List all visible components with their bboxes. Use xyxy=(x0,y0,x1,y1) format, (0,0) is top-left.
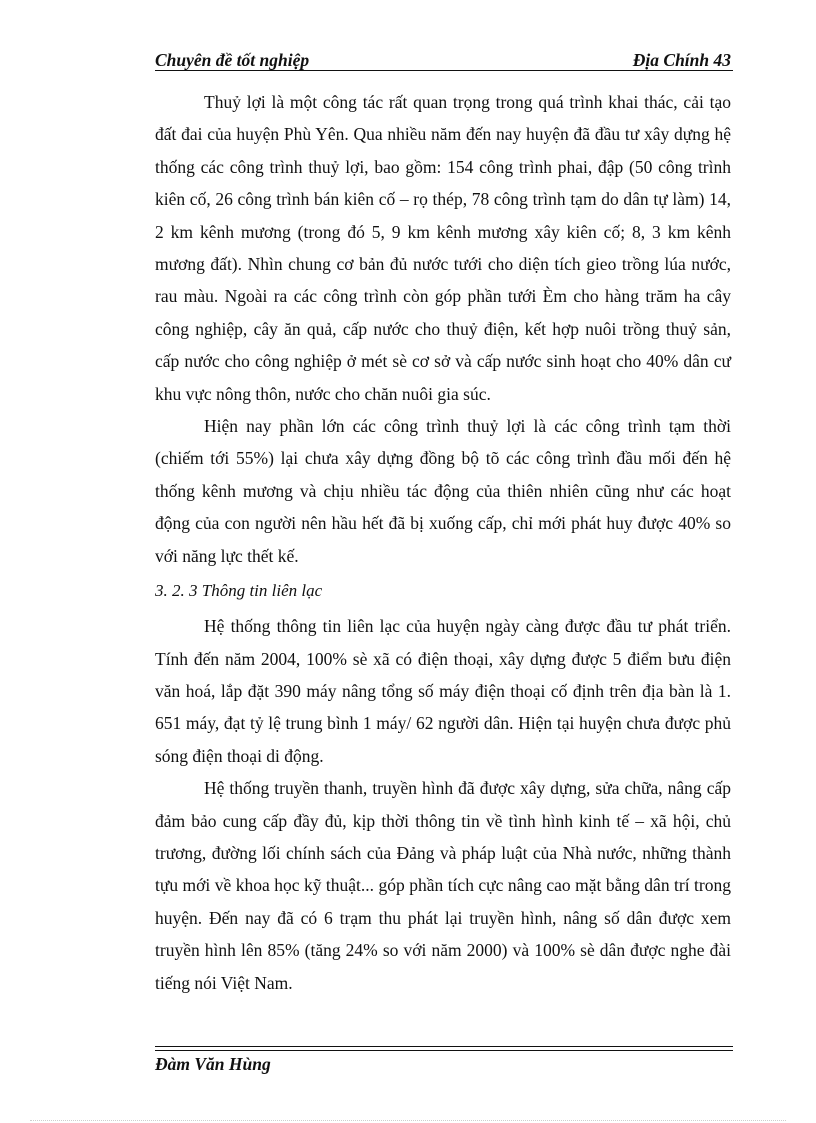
header-department: Địa Chính 43 xyxy=(632,50,731,70)
paragraph-communications: Hệ thống thông tin liên lạc của huyện ngày càng được đầu tư phát triển. Tính đến năm 2004, 100% sè xã có điện thoại, xây dựng được 5 điểm bưu điện văn hoá, lắp đặt 390 máy nâng tổng số máy điện thoại cố định trên địa bàn là 1. 651 máy, đạt tỷ lệ trung bình 1 máy/ 62 người dân. Hiện tại huyện chưa được phủ sóng điện thoại di động. xyxy=(155,616,731,766)
paragraph-irrigation-status: Hiện nay phần lớn các công trình thuỷ lợi là các công trình tạm thời (chiếm tới 55%) lại chưa xây dựng đồng bộ tõ các công trình đầu mối đến hệ thống kênh mương và chịu nhiều tác động của thiên nhiên cũng như các hoạt động của con người nên hầu hết đã bị xuống cấp, chỉ mới phát huy được 40% so với năng lực thết kế. xyxy=(155,416,731,566)
header-rule xyxy=(155,70,733,71)
footer-rule-second xyxy=(155,1050,733,1051)
page-header xyxy=(155,48,733,72)
paragraph-irrigation: Thuỷ lợi là một công tác rất quan trọng trong quá trình khai thác, cải tạo đất đai của huyện Phù Yên. Qua nhiều năm đến nay huyện đã đầu tư xây dựng hệ thống các công trình thuỷ lợi, bao gồm: 154 công trình phai, đập (50 công trình kiên cố, 26 công trình bán kiên cố – rọ thép, 78 công trình tạm do dân tự làm) 14, 2 km kênh mương (trong đó 5, 9 km kênh mương xây kiên cố; 8, 3 km kênh mương đất). Nhìn chung cơ bản đủ nước tưới cho diện tích gieo trồng lúa nước, rau màu. Ngoài ra các công trình còn góp phần tưới Èm cho hàng trăm ha cây công nghiệp, cây ăn quả, cấp nước cho thuỷ điện, kết hợp nuôi trồng thuỷ sản, cấp nước cho công nghiệp ở mét sè cơ sở và cấp nước sinh hoạt cho 40% dân cư khu vực nông thôn, nước cho chăn nuôi gia súc. xyxy=(155,92,731,404)
footer-rule xyxy=(155,1046,733,1047)
section-heading: 3. 2. 3 Thông tin liên lạc xyxy=(155,581,323,601)
paragraph-broadcasting: Hệ thống truyền thanh, truyền hình đã được xây dựng, sửa chữa, nâng cấp đảm bảo cung cấp đầy đủ, kịp thời thông tin về tình hình kinh tế – xã hội, chủ trương, đường lối chính sách của Đảng và pháp luật của Nhà nước, những thành tựu mới về khoa học kỹ thuật... góp phần tích cực nâng cao mặt bằng dân trí trong huyện. Đến nay đã có 6 trạm thu phát lại truyền hình, nâng số dân được xem truyền hình lên 85% (tăng 24% so với năm 2000) và 100% sè dân được nghe đài tiếng nói Việt Nam. xyxy=(155,778,731,993)
document-body xyxy=(155,86,731,999)
footer-author: Đàm Văn Hùng xyxy=(155,1054,271,1074)
header-title: Chuyên đề tốt nghiệp xyxy=(155,50,310,70)
page-edge-dots xyxy=(30,1120,786,1121)
